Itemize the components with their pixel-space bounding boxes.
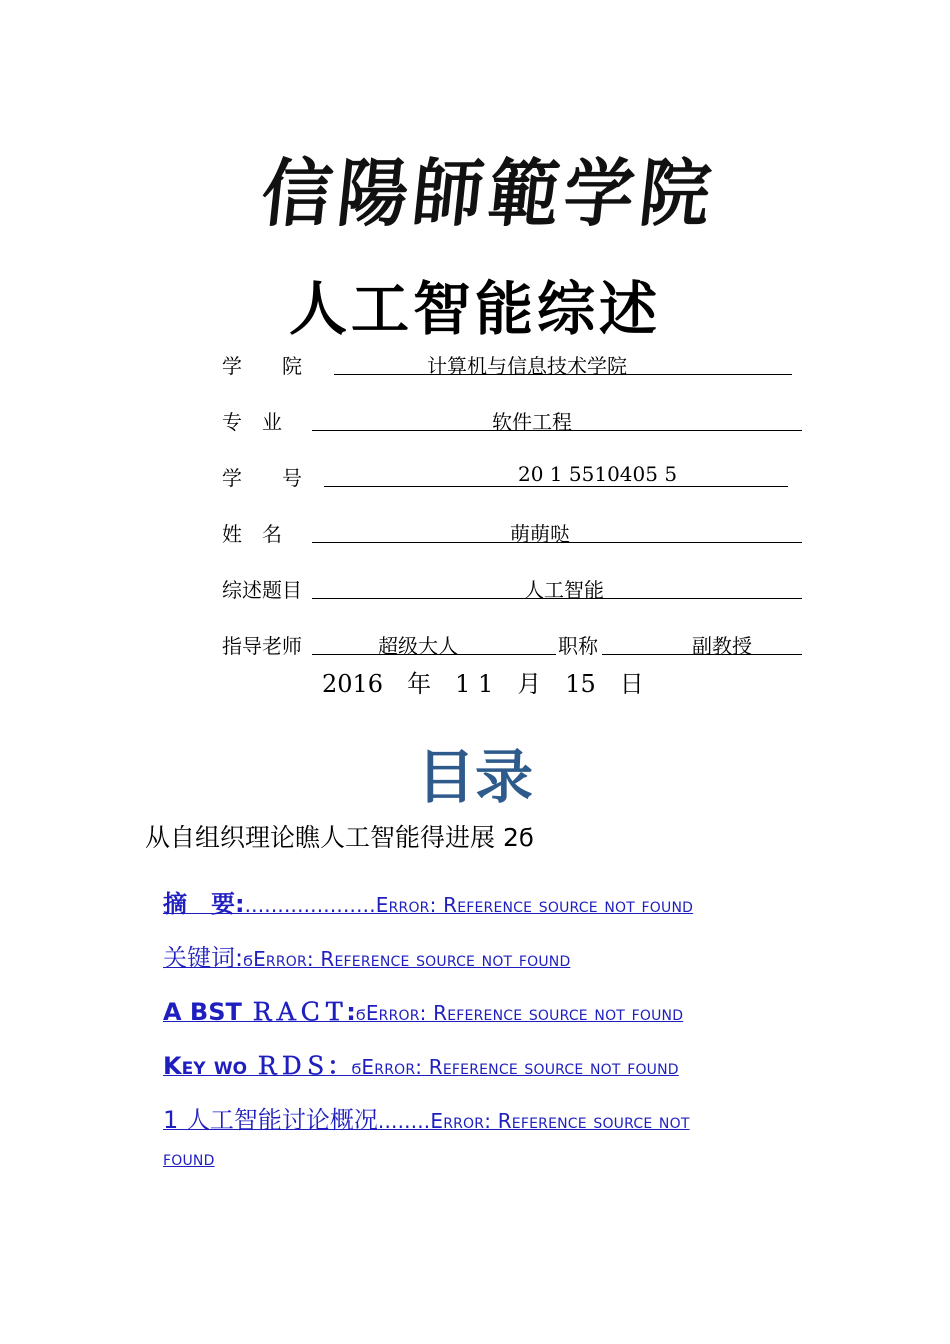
toc-link-error: ........Error: Reference source not — [377, 1109, 690, 1133]
toc-link-lead: 1 人工智能讨论概况 — [163, 1106, 378, 1134]
advisor-value: 超级大人 — [378, 634, 458, 658]
logo-char: 陽 — [333, 149, 413, 238]
logo-char: 院 — [635, 149, 715, 238]
toc-link-abstract[interactable] — [163, 884, 693, 919]
toc-link-english-keywords[interactable] — [163, 1046, 679, 1081]
toc-top-entry: 从自组织理论瞧人工智能得进展 2ϭ — [145, 823, 535, 852]
student-id-underline — [324, 486, 788, 487]
toc-link-section-1-continued[interactable] — [163, 1146, 215, 1170]
major-label: 专 业 — [222, 410, 282, 434]
toc-link-error: ....................Error: Reference source not found — [244, 893, 694, 917]
date-line: 2016 年 1 1 月 15 日 — [322, 670, 644, 698]
logo-char: 範 — [484, 149, 564, 238]
toc-link-lead: 关键词: — [163, 944, 244, 972]
name-row — [222, 518, 802, 548]
toc-link-lead: A BST ＲＡＣＴ: — [163, 998, 356, 1026]
logo-char: 師 — [408, 149, 488, 238]
toc-link-section-1[interactable] — [163, 1100, 690, 1135]
logo-char: 学 — [559, 149, 640, 238]
topic-value: 人工智能 — [524, 578, 604, 602]
rank-label: 职称 — [558, 634, 598, 658]
topic-label: 综述题目 — [222, 578, 302, 602]
toc-link-error: ϭError: Reference source not found — [351, 1055, 679, 1079]
toc-heading: 目录 — [416, 743, 533, 811]
advisor-label: 指导老师 — [222, 634, 302, 658]
toc-link-error: ϭError: Reference source not found — [355, 1001, 684, 1025]
college-label: 学 院 — [222, 354, 302, 378]
college-value: 计算机与信息技术学院 — [427, 354, 627, 378]
toc-link-error: ϭError: Reference source not found — [243, 947, 571, 971]
advisor-row — [222, 630, 802, 660]
college-row — [222, 350, 792, 380]
school-calligraphy-logo — [257, 148, 715, 240]
toc-link-english-abstract[interactable] — [163, 992, 683, 1027]
major-row — [222, 406, 802, 436]
logo-char: 信 — [257, 149, 337, 238]
name-value: 萌萌哒 — [510, 522, 570, 546]
toc-link-keywords[interactable] — [163, 938, 570, 973]
student-id-value: 20 1 5510405 5 — [518, 462, 678, 486]
toc-link-error: found — [163, 1146, 215, 1170]
major-value: 软件工程 — [492, 410, 572, 434]
document-title: 人工智能综述 — [288, 275, 661, 343]
topic-row — [222, 574, 802, 604]
toc-link-lead: Key wo ＲＤＳ： — [163, 1052, 352, 1080]
name-label: 姓 名 — [222, 522, 282, 546]
student-id-label: 学 号 — [222, 466, 302, 490]
rank-value: 副教授 — [692, 634, 752, 658]
student-id-row — [222, 462, 788, 492]
toc-link-lead: 摘 要: — [163, 890, 245, 918]
